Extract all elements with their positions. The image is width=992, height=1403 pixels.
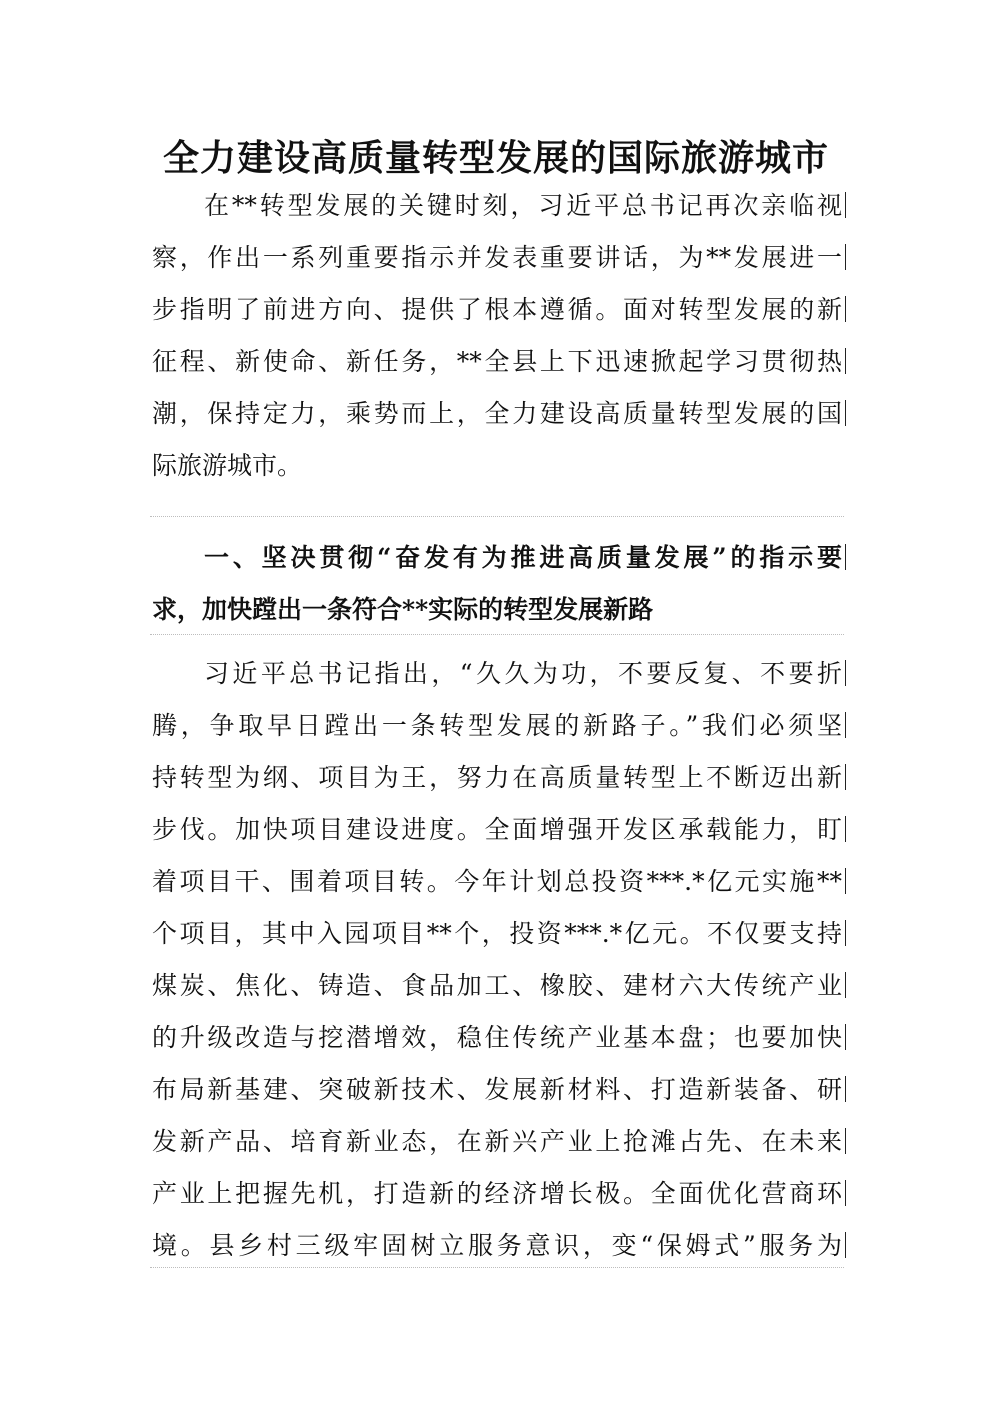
margin-mark xyxy=(845,712,846,738)
paragraph-separator xyxy=(150,634,844,635)
text-line: 在**转型发展的关键时刻，习近平总书记再次亲临视 xyxy=(152,180,842,232)
text-line: 察，作出一系列重要指示并发表重要讲话，为**发展进一 xyxy=(152,232,842,284)
margin-mark xyxy=(845,660,846,686)
text-line: 征程、新使命、新任务，**全县上下迅速掀起学习贯彻热 xyxy=(152,336,842,388)
text-line: 产业上把握先机，打造新的经济增长极。全面优化营商环 xyxy=(152,1168,842,1220)
text-line: 际旅游城市。 xyxy=(152,451,303,480)
paragraph-separator xyxy=(150,1267,844,1268)
margin-mark xyxy=(845,920,846,946)
text-line: 境。县乡村三级牢固树立服务意识，变“保姆式”服务为 xyxy=(152,1220,842,1272)
text-line: 煤炭、焦化、铸造、食品加工、橡胶、建材六大传统产业 xyxy=(152,960,842,1012)
document-title: 全力建设高质量转型发展的国际旅游城市 xyxy=(162,137,829,179)
margin-mark xyxy=(845,1232,846,1258)
margin-mark xyxy=(845,972,846,998)
margin-mark xyxy=(845,192,846,218)
text-line: 着项目干、围着项目转。今年计划总投资***.*亿元实施** xyxy=(152,856,842,908)
margin-mark xyxy=(845,400,846,426)
margin-mark xyxy=(845,296,846,322)
margin-mark xyxy=(845,1180,846,1206)
text-line: 步伐。加快项目建设进度。全面增强开发区承载能力，盯 xyxy=(152,804,842,856)
text-line: 的升级改造与挖潜增效，稳住传统产业基本盘；也要加快 xyxy=(152,1012,842,1064)
margin-mark xyxy=(845,1076,846,1102)
text-line: 腾，争取早日蹚出一条转型发展的新路子。”我们必须坚 xyxy=(152,700,842,752)
margin-mark xyxy=(845,764,846,790)
text-line: 个项目，其中入园项目**个，投资***.*亿元。不仅要支持 xyxy=(152,908,842,960)
section-heading xyxy=(152,532,842,636)
intro-paragraph xyxy=(152,180,842,492)
heading-line: 一、坚决贯彻“奋发有为推进高质量发展”的指示要 xyxy=(152,532,842,584)
margin-mark xyxy=(845,1128,846,1154)
margin-mark xyxy=(845,244,846,270)
text-line: 习近平总书记指出，“久久为功，不要反复、不要折 xyxy=(152,648,842,700)
text-line: 持转型为纲、项目为王，努力在高质量转型上不断迈出新 xyxy=(152,752,842,804)
text-line: 潮，保持定力，乘势而上，全力建设高质量转型发展的国 xyxy=(152,388,842,440)
margin-mark xyxy=(845,544,846,570)
margin-mark xyxy=(845,816,846,842)
margin-mark xyxy=(845,348,846,374)
body-paragraph xyxy=(152,648,842,1272)
text-line: 发新产品、培育新业态，在新兴产业上抢滩占先、在未来 xyxy=(152,1116,842,1168)
margin-mark xyxy=(845,1024,846,1050)
text-line: 步指明了前进方向、提供了根本遵循。面对转型发展的新 xyxy=(152,284,842,336)
margin-mark xyxy=(845,868,846,894)
heading-line: 求，加快蹚出一条符合**实际的转型发展新路 xyxy=(152,595,654,624)
text-line: 布局新基建、突破新技术、发展新材料、打造新装备、研 xyxy=(152,1064,842,1116)
paragraph-separator xyxy=(150,516,844,517)
